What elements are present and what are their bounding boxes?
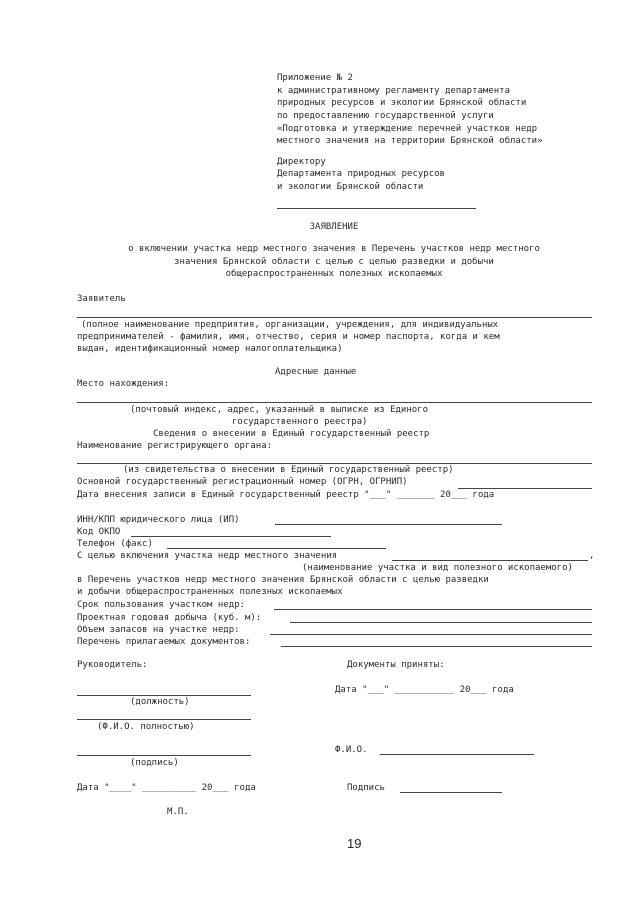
purpose-comma: , [589,551,595,561]
addressee-signature-line[interactable] [277,208,476,209]
accepted-date-line[interactable]: Дата "___" ___________ 20___ года [335,685,514,695]
reserves-field-line[interactable] [270,634,592,635]
registry-heading: Сведения о внесении в Единый государственный реестр [153,429,430,439]
location-label: Место нахождения: [77,379,170,389]
reserves-label: Объем запасов на участке недр: [77,625,240,635]
head-label: Руководитель: [77,660,148,670]
applicant-label: Заявитель [77,294,126,304]
reg-date-line[interactable]: Дата внесения записи в Единый государственный реестр "___" _______ 20___ года [77,490,495,500]
addressee-line: и экологии Брянской области [277,182,424,192]
okpo-field-line[interactable] [131,536,331,537]
page-number: 19 [347,836,362,851]
stamp-label: М.П. [167,807,189,817]
registrar-label: Наименование регистрирующего органа: [77,441,273,451]
reg-number-label: Основной государственный регистрационный номер (ОГРН, ОГРНИП) [77,477,408,487]
subtitle-line: общераспространенных полезных ископаемых [225,269,443,279]
docs-field-line[interactable] [281,646,592,647]
reg-number-field-line[interactable] [458,488,592,489]
registrar-field-line[interactable] [77,463,592,464]
header-line: «Подготовка и утверждение перечней участков недр [277,124,538,134]
addressee-line: Директору [277,157,326,167]
header-line: местного значения на территории Брянской области» [277,136,543,146]
subtitle-line: о включении участка недр местного значения в Перечень участков недр местного [128,244,540,254]
location-hint: государственного реестра) [232,417,368,427]
output-field-line[interactable] [290,622,592,623]
location-hint: (почтовый индекс, адрес, указанный в выписке из Единого [130,405,429,415]
acceptor-signature-label: Подпись [347,783,385,793]
output-label: Проектная годовая добыча (куб. м): [77,613,262,623]
addressee-line: Департамента природных ресурсов [277,169,445,179]
fio-hint: (Ф.И.О. полностью) [97,722,195,732]
subtitle-line: значения Брянской области с целью с целью разведки и добычи [174,257,494,267]
document-title: ЗАЯВЛЕНИЕ [309,222,359,232]
registrar-hint: (из свидетельства о внесении в Единый государственный реестр) [123,465,454,475]
inn-field-line[interactable] [275,524,502,525]
purpose-cont: в Перечень участков недр местного значения Брянской области с целью разведки [77,575,489,585]
accepted-label: Документы приняты: [347,660,445,670]
applicant-field-line[interactable] [77,317,592,318]
term-label: Срок пользования участком недр: [77,600,245,610]
sign-date-line[interactable]: Дата "____" __________ 20___ года [77,783,256,793]
purpose-label: С целью включения участка недр местного значения [77,551,338,561]
applicant-hint: предпринимателей - фамилия, имя, отчество, серия и номер паспорта, когда и кем [77,332,500,342]
fio-field-line[interactable] [77,719,251,720]
header-line: по предоставлению государственной услуги [277,111,494,121]
purpose-hint: (наименование участка и вид полезного ископаемого) [302,563,573,573]
applicant-hint: выдан, идентификационный номер налогоплательщика) [77,344,343,354]
purpose-field-line[interactable] [392,560,588,561]
acceptor-signature-line[interactable] [400,792,502,793]
docs-label: Перечень прилагаемых документов: [77,637,251,647]
applicant-hint: (полное наименование предприятия, организации, учреждения, для индивидуальных [81,320,499,330]
address-heading: Адресные данные [275,367,357,377]
location-field-line[interactable] [77,402,592,403]
phone-label: Телефон (факс) [77,539,153,549]
header-line: к административному регламенту департамента [277,86,510,96]
phone-field-line[interactable] [167,548,386,549]
term-field-line[interactable] [274,609,592,610]
position-hint: (должность) [130,697,190,707]
header-line: Приложение № 2 [277,73,353,83]
fio-label: Ф.И.О. [335,745,368,755]
acceptor-fio-line[interactable] [380,754,534,755]
inn-label: ИНН/КПП юридического лица (ИП) [77,515,240,525]
header-line: природных ресурсов и экологии Брянской области [277,98,527,108]
position-field-line[interactable] [77,695,251,696]
okpo-label: Код ОКПО [77,527,121,537]
purpose-cont: и добычи общераспространенных полезных ископаемых [77,587,343,597]
sign-field-line[interactable] [77,755,251,756]
sign-hint: (подпись) [130,758,179,768]
